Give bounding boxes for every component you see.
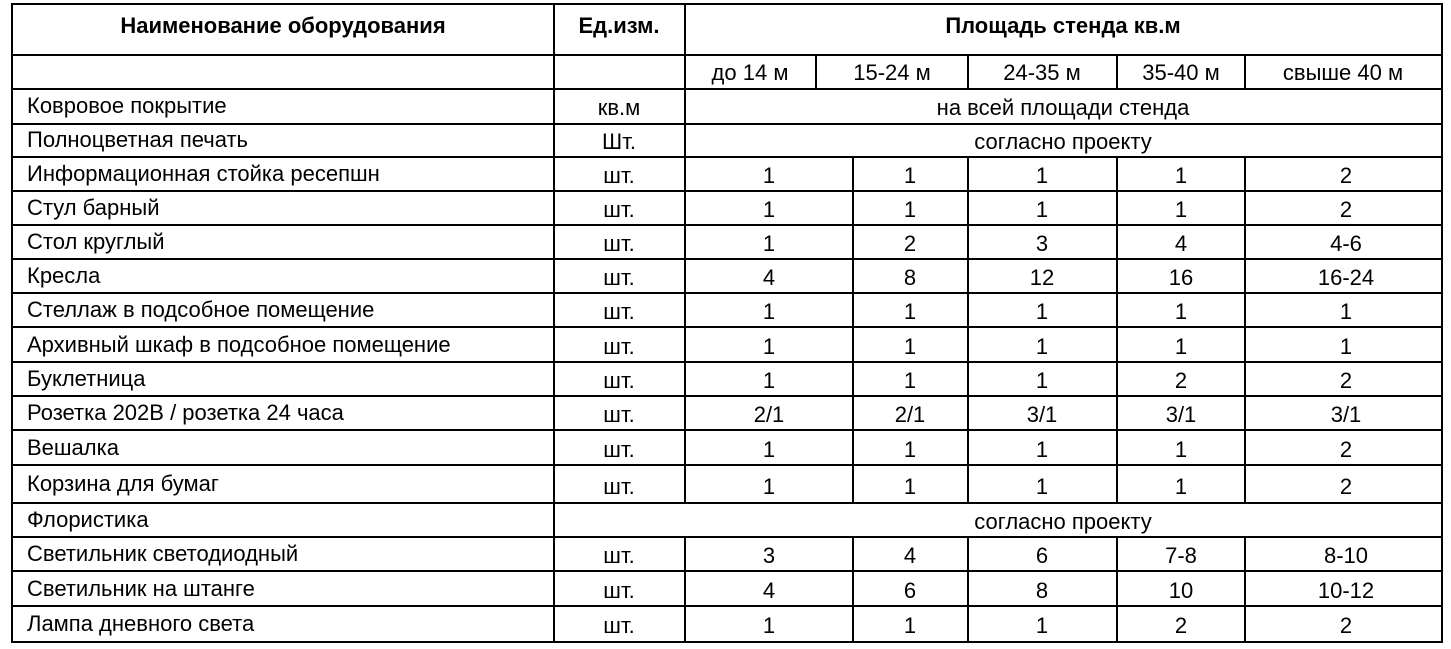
row-name: Стеллаж в подсобное помещение (27, 297, 375, 322)
value-cell: 4 (762, 578, 776, 603)
value-cell: 1 (903, 163, 917, 188)
row-span-text: согласно проекту (974, 509, 1152, 534)
value-cell: 8 (903, 265, 917, 290)
value-cell: 1 (1174, 334, 1188, 359)
value-cell: 1 (1339, 334, 1353, 359)
row-name: Буклетница (27, 366, 146, 391)
value-cell: 1 (1035, 437, 1049, 462)
row-unit: шт. (603, 231, 635, 256)
value-cell: 1 (903, 197, 917, 222)
value-cell: 1 (1035, 334, 1049, 359)
value-cell: 1 (903, 368, 917, 393)
value-cell: 4-6 (1330, 231, 1362, 256)
value-cell: 2/1 (894, 402, 926, 427)
row-unit: шт. (603, 368, 635, 393)
value-cell: 1 (762, 334, 776, 359)
value-cell: 1 (762, 163, 776, 188)
row-unit: шт. (603, 613, 635, 638)
header-equipment: Наименование оборудования (120, 13, 446, 38)
row-unit: шт. (603, 299, 635, 324)
area-range-header: до 14 м (711, 60, 789, 85)
value-cell: 1 (762, 197, 776, 222)
value-cell: 2 (1339, 437, 1353, 462)
row-span-text: на всей площади стенда (936, 95, 1190, 120)
area-range-header: 24-35 м (1003, 60, 1081, 85)
value-cell: 3/1 (1165, 402, 1197, 427)
value-cell: 4 (1174, 231, 1188, 256)
value-cell: 1 (1174, 299, 1188, 324)
value-cell: 1 (762, 299, 776, 324)
value-cell: 16 (1168, 265, 1194, 290)
row-unit: шт. (603, 474, 635, 499)
value-cell: 2 (1339, 163, 1353, 188)
value-cell: 1 (1035, 613, 1049, 638)
value-cell: 7-8 (1165, 543, 1197, 568)
value-cell: 8-10 (1323, 543, 1369, 568)
row-unit: шт. (603, 578, 635, 603)
area-range-header: свыше 40 м (1282, 60, 1404, 85)
value-cell: 1 (762, 231, 776, 256)
row-name: Кресла (27, 263, 101, 288)
value-cell: 3/1 (1330, 402, 1362, 427)
value-cell: 1 (903, 437, 917, 462)
value-cell: 2 (1339, 613, 1353, 638)
value-cell: 16-24 (1317, 265, 1375, 290)
value-cell: 6 (903, 578, 917, 603)
value-cell: 1 (1174, 163, 1188, 188)
row-name: Архивный шкаф в подсобное помещение (27, 332, 451, 357)
value-cell: 3 (762, 543, 776, 568)
value-cell: 12 (1029, 265, 1055, 290)
value-cell: 6 (1035, 543, 1049, 568)
value-cell: 1 (1174, 474, 1188, 499)
area-range-header: 15-24 м (853, 60, 931, 85)
value-cell: 1 (762, 368, 776, 393)
value-cell: 1 (1339, 299, 1353, 324)
row-unit: кв.м (597, 95, 641, 120)
value-cell: 1 (1035, 197, 1049, 222)
value-cell: 10 (1168, 578, 1194, 603)
row-unit: шт. (603, 197, 635, 222)
row-unit: шт. (603, 265, 635, 290)
row-span-text: согласно проекту (974, 129, 1152, 154)
value-cell: 1 (903, 613, 917, 638)
row-name: Стол круглый (27, 229, 165, 254)
value-cell: 2/1 (753, 402, 785, 427)
row-unit: Шт. (602, 129, 636, 154)
value-cell: 2 (1339, 368, 1353, 393)
row-name: Розетка 202В / розетка 24 часа (27, 400, 344, 425)
value-cell: 2 (1174, 368, 1188, 393)
row-unit: шт. (603, 543, 635, 568)
row-unit: шт. (603, 437, 635, 462)
value-cell: 1 (762, 437, 776, 462)
row-name: Информационная стойка ресепшн (27, 161, 380, 186)
value-cell: 1 (1035, 368, 1049, 393)
row-name: Флористика (27, 507, 149, 532)
header-unit: Ед.изм. (578, 13, 660, 38)
value-cell: 1 (1035, 163, 1049, 188)
value-cell: 3/1 (1026, 402, 1058, 427)
value-cell: 1 (1035, 299, 1049, 324)
row-name: Светильник на штанге (27, 576, 255, 601)
value-cell: 1 (1174, 197, 1188, 222)
row-unit: шт. (603, 163, 635, 188)
value-cell: 8 (1035, 578, 1049, 603)
value-cell: 1 (762, 613, 776, 638)
value-cell: 1 (1174, 437, 1188, 462)
value-cell: 4 (762, 265, 776, 290)
row-name: Ковровое покрытие (27, 93, 227, 118)
value-cell: 2 (903, 231, 917, 256)
value-cell: 1 (903, 299, 917, 324)
value-cell: 1 (903, 474, 917, 499)
row-name: Стул барный (27, 195, 160, 220)
value-cell: 1 (762, 474, 776, 499)
header-area: Площадь стенда кв.м (945, 13, 1181, 38)
row-name: Полноцветная печать (27, 127, 248, 152)
value-cell: 2 (1174, 613, 1188, 638)
value-cell: 10-12 (1317, 578, 1375, 603)
value-cell: 4 (903, 543, 917, 568)
row-name: Корзина для бумаг (27, 471, 219, 496)
value-cell: 1 (1035, 474, 1049, 499)
row-name: Лампа дневного света (27, 611, 255, 636)
row-name: Светильник светодиодный (27, 541, 299, 566)
value-cell: 2 (1339, 474, 1353, 499)
value-cell: 1 (903, 334, 917, 359)
row-unit: шт. (603, 334, 635, 359)
value-cell: 3 (1035, 231, 1049, 256)
row-unit: шт. (603, 402, 635, 427)
value-cell: 2 (1339, 197, 1353, 222)
row-name: Вешалка (27, 435, 119, 460)
area-range-header: 35-40 м (1142, 60, 1220, 85)
